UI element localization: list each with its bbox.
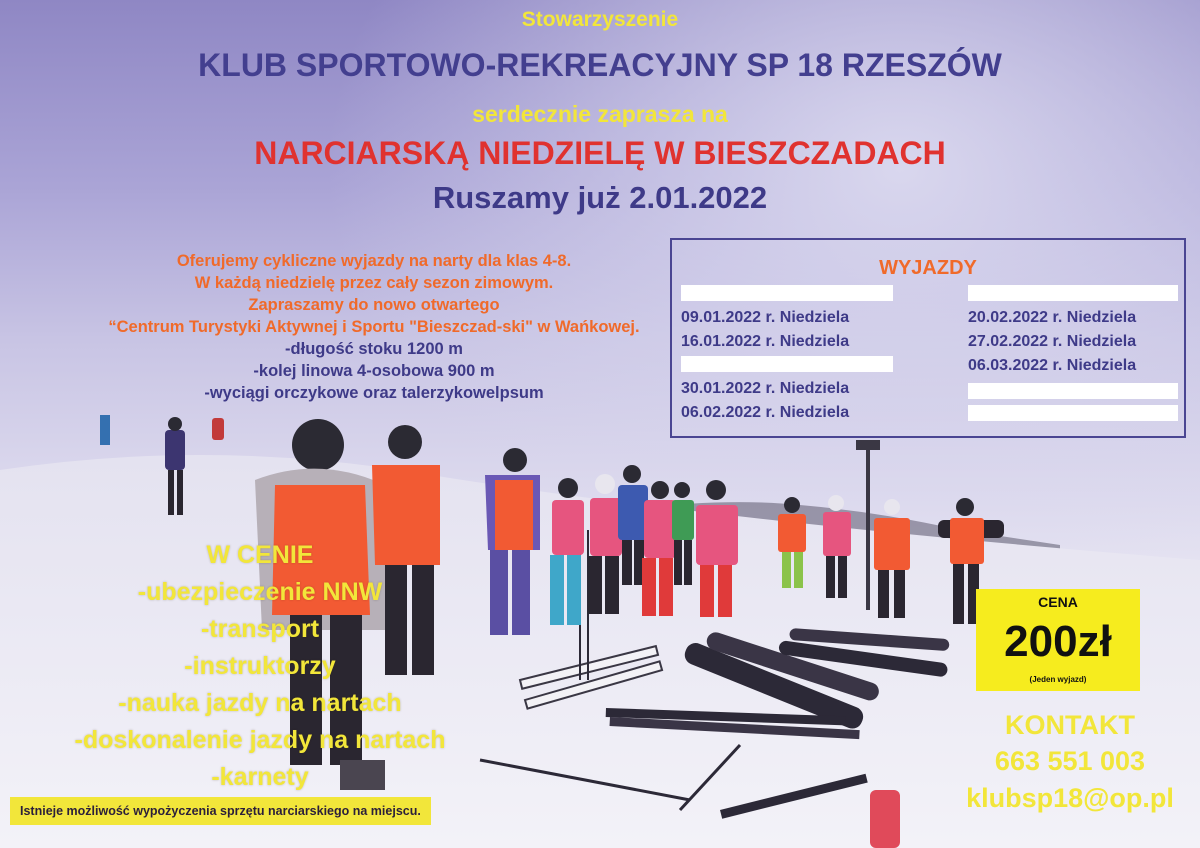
price-includes-item: -transport	[200, 615, 320, 643]
price-includes	[40, 537, 480, 796]
trip-date: 16.01.2022 r. Niedziela	[681, 333, 850, 350]
trip-date: 27.02.2022 r. Niedziela	[968, 333, 1137, 350]
trip-date: 09.01.2022 r. Niedziela	[681, 309, 850, 326]
trip-date: 06.02.2022 r. Niedziela	[681, 404, 850, 421]
header-association: Stowarzyszenie	[521, 8, 679, 31]
trips-separator	[968, 285, 1178, 301]
trip-date: 30.01.2022 r. Niedziela	[681, 380, 850, 397]
offer-feature: -wyciągi orczykowe oraz talerzykowelpsum	[204, 384, 544, 402]
trip-date: 20.02.2022 r. Niedziela	[968, 309, 1137, 326]
trips-title: WYJAZDY	[879, 257, 977, 279]
offer-line: Zapraszamy do nowo otwartego	[248, 296, 500, 314]
offer-line: Oferujemy cykliczne wyjazdy na narty dla klas 4-8.	[176, 252, 572, 270]
header-start-date: Ruszamy już 2.01.2022	[432, 180, 768, 215]
trips-separator	[968, 405, 1178, 421]
offer-description	[0, 250, 748, 404]
header-event-title: NARCIARSKĄ NIEDZIELĘ W BIESZCZADACH	[254, 135, 946, 171]
lamp-post	[866, 450, 870, 610]
offer-line: “Centrum Turystyki Aktywnej i Sportu "Bieszczad-ski" w Wańkowej.	[108, 318, 640, 336]
header-club-name: KLUB SPORTOWO-REKREACYJNY SP 18 RZESZÓW	[198, 47, 1002, 83]
price-includes-title: W CENIE	[206, 541, 314, 569]
trips-separator	[968, 383, 1178, 399]
price-includes-item: -karnety	[211, 763, 309, 791]
contact-title: KONTAKT	[1005, 710, 1135, 740]
trips-separator	[681, 285, 893, 301]
price-includes-item: -instruktorzy	[184, 652, 336, 680]
header-invite: serdecznie zaprasza na	[472, 101, 728, 127]
contact-phone[interactable]: 663 551 003	[994, 746, 1146, 776]
contact-section	[940, 708, 1200, 816]
offer-feature: -kolej linowa 4-osobowa 900 m	[253, 362, 495, 380]
price-includes-item: -doskonalenie jazdy na nartach	[74, 726, 446, 754]
price-includes-item: -ubezpieczenie NNW	[137, 578, 383, 606]
trip-date: 06.03.2022 r. Niedziela	[968, 357, 1137, 374]
price-value: 200zł	[1004, 617, 1112, 666]
offer-line: W każdą niedzielę przez cały sezon zimowym.	[194, 274, 554, 292]
rental-note: Istnieje możliwość wypożyczenia sprzętu narciarskiego na miejscu.	[10, 797, 431, 825]
price-label: CENA	[1038, 594, 1078, 610]
contact-email[interactable]: klubsp18@op.pl	[966, 783, 1174, 813]
price-includes-item: -nauka jazdy na nartach	[118, 689, 402, 717]
trips-separator	[681, 356, 893, 372]
offer-feature: -długość stoku 1200 m	[285, 340, 463, 358]
price-note: (Jeden wyjazd)	[1029, 675, 1087, 684]
